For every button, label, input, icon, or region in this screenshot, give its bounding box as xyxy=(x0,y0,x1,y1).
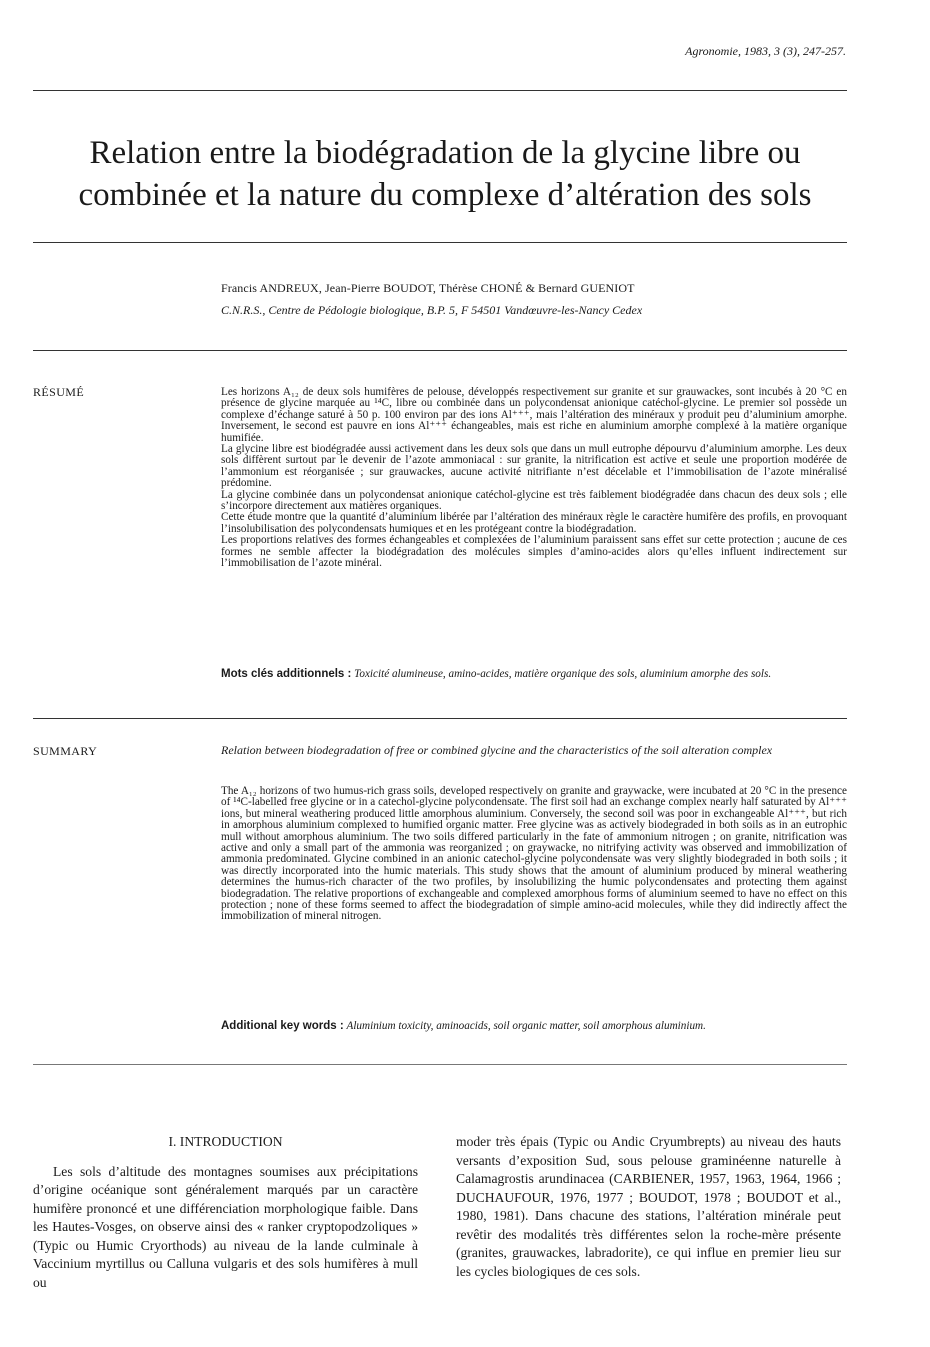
resume-paragraph: Les proportions relatives des formes échangeables et complexées de l’aluminium paraissent sans effet sur cette protection ; aucune de ces formes ne semble affecter la biodégradation des molécules simples d’amino-acides alors qu’elles influent indirectement sur l’immobilisation de l’azote minéral. xyxy=(221,534,847,570)
resume-paragraph: La glycine combinée dans un polycondensat anionique catéchol-glycine est très faiblement biodégradée dans chacun des deux sols ; elle s’incorpore directement aux matières organiques. xyxy=(221,488,847,513)
header-rule xyxy=(33,90,847,91)
summary-text xyxy=(221,786,847,923)
summary-label: SUMMARY xyxy=(33,744,98,758)
author-list: Francis ANDREUX, Jean-Pierre BOUDOT, Thérèse CHONÉ & Bernard GUENIOT xyxy=(221,281,635,295)
resume-paragraph: Les horizons A₁₂ de deux sols humifères de pelouse, développés respectivement sur granite et sur grauwackes, sont incubés à 20 °C en présence de glycine marquée au ¹⁴C, libre ou combinée dans un polycondensat anionique catéchol-glycine. Le premier sol possède un complexe d’échange saturé à 50 p. 100 environ par des ions Al⁺⁺⁺, mais l’altération des minéraux y produit peu d’aluminium amorphe. Inversement, le second est pauvre en ions Al⁺⁺⁺ échangeables, mais est riche en aluminium amorphe complexé à la matière organique humifiée. xyxy=(221,386,847,444)
resume-keywords-label: Mots clés additionnels : xyxy=(221,668,352,680)
intro-paragraph: Les sols d’altitude des montagnes soumises aux précipitations d’origine océanique sont généralement marqués par un caractère humifère prononcé et une différenciation morphologique faible. Dans les Hautes-Vosges, on observe ainsi des « ranker cryptopodzoliques » (Typic ou Humic Cryorthods) au niveau de la lande culminale à Vaccinium myrtillus ou Calluna vulgaris et des sols humifères à mull ou xyxy=(33,1163,418,1290)
article-title: Relation entre la biodégradation de la glycine libre ou combinée et la nature du complexe d’altération des sols xyxy=(78,135,812,213)
resume-label: RÉSUMÉ xyxy=(33,385,85,399)
title-rule xyxy=(33,242,847,243)
resume-keywords-text: Toxicité alumineuse, amino-acides, matière organique des sols, aluminium amorphe des sols. xyxy=(354,668,772,680)
summary-rule xyxy=(33,1064,847,1065)
intro-column-right xyxy=(456,1133,841,1281)
intro-column-left xyxy=(33,1133,418,1292)
resume-keywords xyxy=(221,668,847,681)
intro-paragraph: moder très épais (Typic ou Andic Cryumbrepts) au niveau des hauts versants d’exposition Sud, sous pelouse graminéenne naturelle à Calamagrostis arundinacea (CARBIENER, 1957, 1963, 1964, 1966 ; DUCHAUFOUR, 1976, 1977 ; BOUDOT, 1978 ; BOUDOT et al., 1980, 1981). Dans chacune des stations, l’altération minérale peut revêtir des modalités très différentes selon la roche-mère présente (granites, grauwackes, labradorite), ce qui influe en premier lieu sur les cycles biologiques de ces sols. xyxy=(456,1134,841,1279)
summary-keywords-label: Additional key words : xyxy=(221,1020,344,1032)
resume-paragraph: La glycine libre est biodégradée aussi activement dans les deux sols que dans un mull eutrophe dépourvu d’aluminium amorphe. Les deux sols diffèrent surtout par le devenir de l’azote ammoniacal : sur granite, la nitrification est active et seule une proportion modérée de l’ammonium est réorganisée ; sur grauwackes, aucune activité nitrifiante n’est décelable et l’immobilisation de l’azote minéralisé prédomine. xyxy=(221,443,847,490)
intro-heading: I. INTRODUCTION xyxy=(168,1134,283,1149)
summary-keywords xyxy=(221,1020,847,1033)
resume-paragraph: Cette étude montre que la quantité d’aluminium libérée par l’altération des minéraux règle le caractère humifère des profils, en provoquant l’insolubilisation des polycondensats humiques et en les protégeant contre la biodégradation. xyxy=(221,511,847,535)
authors-rule xyxy=(33,350,847,351)
affiliation: C.N.R.S., Centre de Pédologie biologique, B.P. 5, F 54501 Vandœuvre-les-Nancy Cedex xyxy=(221,303,643,317)
journal-reference: Agronomie, 1983, 3 (3), 247-257. xyxy=(685,44,846,58)
resume-rule xyxy=(33,718,847,719)
summary-paragraph: The A₁₂ horizons of two humus-rich grass soils, developed respectively on granite and graywacke, were incubated at 20 °C in the presence of ¹⁴C-labelled free glycine or in a catechol-glycine polycondensate. The first soil had an exchange complex nearly half saturated by Al⁺⁺⁺ ions, but mineral weathering produced little amorphous aluminium. Conversely, the second soil was poor in exchangeable Al⁺⁺⁺, but rich in amorphous aluminium complexed to humified organic matter. Free glycine was as actively biodegraded in both soils as in an eutrophic mull without amorphous aluminium. The two soils differed particularly in the fate of ammonium nitrogen ; on granite, nitrification was active and only a small part of the ammonia was reorganized ; on graywacke, no nitrifying activity was observed and immobilization of ammonia predominated. Glycine combined in an anionic catechol-glycine polycondensate was very slightly biodegraded in both soils ; it was directly incorporated into the humic materials. This study shows that the amount of aluminium produced by mineral weathering determines the humus-rich character of the two profiles, by insolubilizing the humic polycondensates and protecting them against biodegradation. The relative proportions of exchangeable and complexed amorphous forms of aluminium seemed to have no effect on this protection ; none of these forms seemed to affect the biodegradation of simple amino-acid molecules, while they did indirectly affect the immobilization of mineral nitrogen. xyxy=(221,785,847,923)
resume-text xyxy=(221,387,847,570)
summary-title: Relation between biodegradation of free or combined glycine and the characteristics of the soil alteration complex xyxy=(221,743,773,757)
summary-keywords-text: Aluminium toxicity, aminoacids, soil organic matter, soil amorphous aluminium. xyxy=(346,1020,706,1032)
